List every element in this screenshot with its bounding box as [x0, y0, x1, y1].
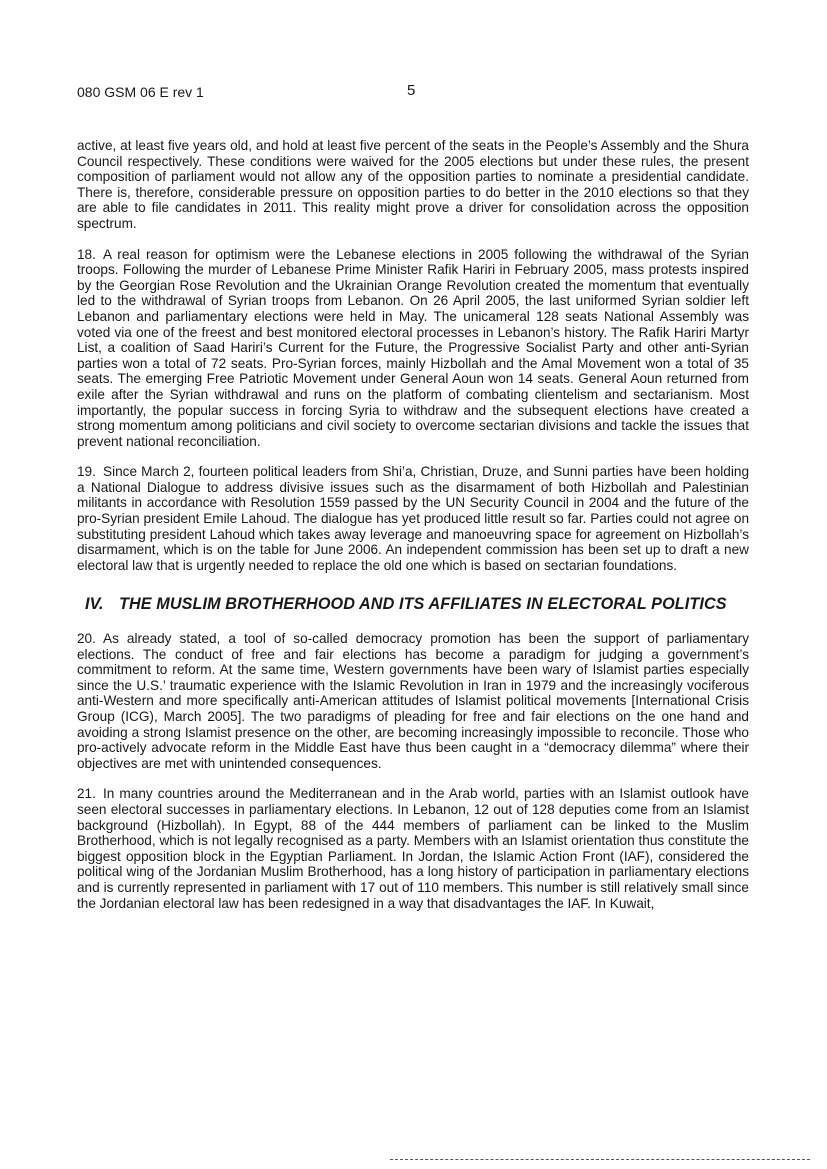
paragraph-number: 19.: [77, 464, 96, 480]
section-heading: [85, 597, 749, 613]
paragraph-19: [77, 464, 749, 573]
section-title: THE MUSLIM BROTHERHOOD AND ITS AFFILIATES IN ELECTORAL POLITICS: [119, 595, 727, 614]
paragraph-text: active, at least five years old, and hold at least five percent of the seats in the People’s Assembly and the Shura Council respectively. These conditions were waived for the 2005 elections but under these rules, the present composition of parliament would not allow any of the opposition parties to nominate a presidential candidate. There is, therefore, considerable pressure on opposition parties to do better in the 2010 elections so that they are able to file candidates in 2011. This reality might prove a driver for consolidation across the opposition spectrum.: [77, 138, 749, 231]
paragraph-number: 18.: [77, 246, 96, 262]
paragraph-number: 21.: [77, 786, 96, 802]
document-body: [77, 138, 749, 926]
paragraph-21: [77, 786, 749, 911]
paragraph-text: In many countries around the Mediterranean and in the Arab world, parties with an Islamist outlook have seen electoral successes in parliamentary elections. In Lebanon, 12 out of 128 deputies come from an Islamist background (Hizbollah). In Egypt, 88 of the 444 members of parliament can be linked to the Muslim Brotherhood, which is not legally recognised as a party. Members with an Islamist orientation thus constitute the biggest opposition block in the Egyptian Parliament. In Jordan, the Islamic Action Front (IAF), considered the political wing of the Jordanian Muslim Brotherhood, has a long history of participation in parliamentary elections and is currently represented in parliament with 17 out of 110 members. This number is still relatively small since the Jordanian electoral law has been redesigned in a way that disadvantages the IAF. In Kuwait,: [77, 786, 749, 911]
paragraph-text: A real reason for optimism were the Lebanese elections in 2005 following the withdrawal of the Syrian troops. Following the murder of Lebanese Prime Minister Rafik Hariri in February 2005, mass protests inspired by the Georgian Rose Revolution and the Ukrainian Orange Revolution created the momentum that eventually led to the withdrawal of Syrian troops from Lebanon. On 26 April 2005, the last uniformed Syrian soldier left Lebanon and parliamentary elections were held in May. The unicameral 128 seats National Assembly was voted via one of the freest and best monitored electoral processes in Lebanon’s history. The Rafik Hariri Martyr List, a coalition of Saad Hariri’s Current for the Future, the Progressive Socialist Party and other anti-Syrian parties won a total of 72 seats. Pro-Syrian forces, mainly Hizbollah and the Amal Movement won a total of 35 seats. The emerging Free Patriotic Movement under General Aoun won 14 seats. General Aoun returned from exile after the Syrian withdrawal and runs on the platform of combating clientelism and sectarianism. Most importantly, the popular success in forcing Syria to withdraw and the subsequent elections have created a strong momentum among politicians and civil society to overcome sectarian divisions and tackle the issues that prevent national reconciliation.: [77, 246, 749, 449]
paragraph-number: 20.: [77, 631, 96, 647]
page-number: 5: [407, 82, 416, 99]
section-number: IV.: [85, 595, 104, 614]
paragraph-18: [77, 247, 749, 450]
document-code: 080 GSM 06 E rev 1: [77, 84, 204, 100]
footer-rule: [390, 1159, 810, 1160]
paragraph-continuation: [77, 138, 749, 232]
page-header: [77, 84, 747, 104]
paragraph-text: Since March 2, fourteen political leaders from Shi’a, Christian, Druze, and Sunni parties have been holding a National Dialogue to address divisive issues such as the disarmament of both Hizbollah and Palestinian militants in accordance with Resolution 1559 passed by the UN Security Council in 2004 and the future of the pro-Syrian president Emile Lahoud. The dialogue has yet produced little result so far. Parties could not agree on substituting president Lahoud which takes away leverage and manoeuvring space for agreement on Hizbollah’s disarmament, which is on the table for June 2006. An independent commission has been set up to draft a new electoral law that is urgently needed to replace the old one which is based on sectarian foundations.: [77, 464, 749, 573]
paragraph-20: [77, 631, 749, 771]
paragraph-text: As already stated, a tool of so-called democracy promotion has been the support of parliamentary elections. The conduct of free and fair elections has become a paradigm for judging a government’s commitment to reform. At the same time, Western governments have been wary of Islamist parties especially since the U.S.’ traumatic experience with the Islamic Revolution in Iran in 1979 and the increasingly vociferous anti-Western and more specifically anti-American attitudes of Islamist political movements [International Crisis Group (ICG), March 2005]. The two paradigms of pleading for free and fair elections on the one hand and avoiding a strong Islamist presence on the other, are becoming increasingly impossible to reconcile. Those who pro-actively advocate reform in the Middle East have thus been caught in a “democracy dilemma” where their objectives are met with unintended consequences.: [77, 631, 749, 771]
